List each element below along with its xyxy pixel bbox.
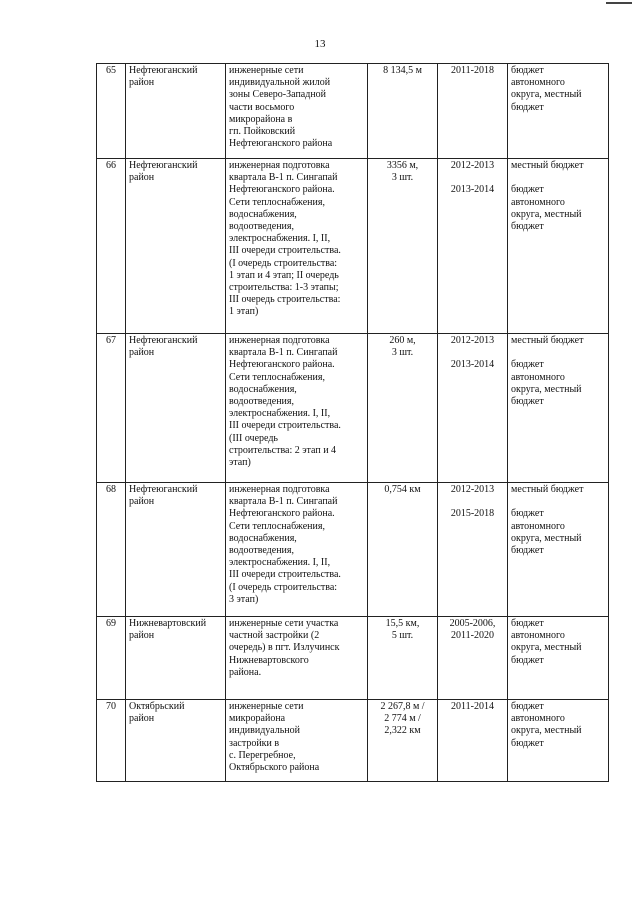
object-cell: инженерная подготовка квартала В-1 п. Сингапай Нефтеюганского района. Сети теплоснабжения, водоснабжения, водоотведения, электроснабжения. I, II, III очереди строительства. (I очередь строительства: 1 этап и 4 этап; II очередь строительства: 1-3 этапы; III очередь строительства: 1 этап): [226, 159, 368, 334]
page-number: 13: [314, 38, 326, 50]
years-cell: 2011-2014: [438, 700, 508, 782]
capacity-cell: 0,754 км: [368, 483, 438, 617]
capacity-cell: 3356 м, 3 шт.: [368, 159, 438, 334]
funding-source-cell: местный бюджет бюджет автономного округа, местный бюджет: [508, 159, 609, 334]
district-cell: Октябрьский район: [126, 700, 226, 782]
district-cell: Нижневартовский район: [126, 617, 226, 700]
table-row: [97, 159, 609, 334]
scan-edge-mark: [606, 2, 632, 4]
years-cell: 2012-2013 2013-2014: [438, 159, 508, 334]
years-cell: 2005-2006, 2011-2020: [438, 617, 508, 700]
object-cell: инженерная подготовка квартала В-1 п. Сингапай Нефтеюганского района. Сети теплоснабжения, водоснабжения, водоотведения, электроснабжения. I, II, III очереди строительства. (III очередь строительства: 2 этап и 4 этап): [226, 334, 368, 483]
district-cell: Нефтеюганский район: [126, 483, 226, 617]
table-row: [97, 700, 609, 782]
funding-source-cell: бюджет автономного округа, местный бюджет: [508, 64, 609, 159]
capacity-cell: 8 134,5 м: [368, 64, 438, 159]
capacity-cell: 260 м, 3 шт.: [368, 334, 438, 483]
capacity-cell: 2 267,8 м / 2 774 м / 2,322 км: [368, 700, 438, 782]
years-cell: 2012-2013 2015-2018: [438, 483, 508, 617]
district-cell: Нефтеюганский район: [126, 334, 226, 483]
funding-source-cell: бюджет автономного округа, местный бюджет: [508, 617, 609, 700]
object-cell: инженерные сети микрорайона индивидуальной застройки в с. Перегребное, Октябрьского района: [226, 700, 368, 782]
row-number: 70: [97, 700, 126, 782]
funding-source-cell: местный бюджет бюджет автономного округа, местный бюджет: [508, 483, 609, 617]
row-number: 69: [97, 617, 126, 700]
row-number: 66: [97, 159, 126, 334]
funding-source-cell: местный бюджет бюджет автономного округа, местный бюджет: [508, 334, 609, 483]
row-number: 68: [97, 483, 126, 617]
funding-source-cell: бюджет автономного округа, местный бюджет: [508, 700, 609, 782]
table-row: [97, 483, 609, 617]
row-number: 65: [97, 64, 126, 159]
object-cell: инженерные сети индивидуальной жилой зоны Северо-Западной части восьмого микрорайона в гп. Пойковский Нефтеюганского района: [226, 64, 368, 159]
object-cell: инженерная подготовка квартала В-1 п. Сингапай Нефтеюганского района. Сети теплоснабжения, водоснабжения, водоотведения, электроснабжения. I, II, III очереди строительства. (I очередь строительства: 3 этап): [226, 483, 368, 617]
years-cell: 2012-2013 2013-2014: [438, 334, 508, 483]
table-row: [97, 334, 609, 483]
table-row: [97, 617, 609, 700]
years-cell: 2011-2018: [438, 64, 508, 159]
district-cell: Нефтеюганский район: [126, 64, 226, 159]
table-row: [97, 64, 609, 159]
object-cell: инженерные сети участка частной застройки (2 очередь) в пгт. Излучинск Нижневартовского района.: [226, 617, 368, 700]
row-number: 67: [97, 334, 126, 483]
capacity-cell: 15,5 км, 5 шт.: [368, 617, 438, 700]
projects-table: [96, 63, 609, 782]
district-cell: Нефтеюганский район: [126, 159, 226, 334]
